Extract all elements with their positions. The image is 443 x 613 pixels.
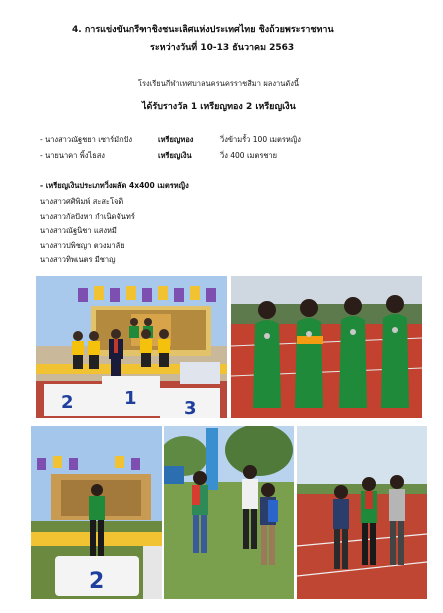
photo-track-group-image bbox=[297, 426, 427, 599]
photo-coach-podium-image bbox=[31, 426, 162, 599]
relay-member: นางสาวณัฐนิชา แสงหมี bbox=[40, 226, 117, 235]
relay-member: นางสาวศศิพิมพ์ สะสะโจดิ bbox=[40, 197, 124, 206]
athlete-name: - นายนาคา พิ้งไธสง bbox=[40, 151, 105, 160]
relay-member-list bbox=[40, 195, 135, 268]
photo-relay-team-image bbox=[231, 276, 422, 418]
event-name: วิ่งข้ามรั้ว 100 เมตรหญิง bbox=[220, 135, 301, 144]
medal-type: เหรียญทอง bbox=[158, 135, 194, 144]
heading-line-1: 4. การแข่งขันกรีฑาชิงชนะเลิศแห่งประเทศไทย ชิงถ้วยพระราชทาน bbox=[72, 25, 334, 35]
event-name: วิ่ง 400 เมตรชาย bbox=[220, 151, 278, 160]
relay-member: นางสาวทิพเนตร มีชาญ bbox=[40, 255, 116, 264]
photo-coach-athletes-image bbox=[164, 426, 294, 599]
relay-member: นางสาวปพิชญา ตวงมาลัย bbox=[40, 240, 125, 250]
photo-coach-podium bbox=[31, 426, 162, 599]
award-summary: ได้รับรางวัล 1 เหรียญทอง 2 เหรียญเงิน bbox=[142, 102, 296, 112]
relay-heading: - เหรียญเงินประเภทวิ่งผลัด 4x400 เมตรหญิง bbox=[40, 181, 189, 190]
heading-line-2: ระหว่างวันที่ 10-13 ธันวาคม 2563 bbox=[150, 43, 295, 53]
athlete-name: - นางสาวณัฐชยา เซาร์มักปัง bbox=[40, 135, 133, 144]
podium-number: 2 bbox=[89, 569, 105, 594]
venue-line: โรงเรียนกีฬาเทศบาลนครนครราชสีมา ผลงานดังนี้ bbox=[138, 79, 299, 88]
relay-member: นางสาวกัลปังหา กำเนิดจันทร์ bbox=[40, 211, 135, 221]
photo-track-group bbox=[297, 426, 427, 599]
photo-relay-team bbox=[231, 276, 422, 418]
podium-number: 1 bbox=[124, 388, 137, 409]
flag-row-icon bbox=[78, 286, 216, 302]
medal-type: เหรียญเงิน bbox=[158, 151, 192, 160]
podium-number: 3 bbox=[184, 398, 197, 418]
photo-award-ceremony-image bbox=[36, 276, 227, 418]
photo-coach-athletes bbox=[164, 426, 294, 599]
photo-award-ceremony bbox=[36, 276, 227, 418]
podium-number: 2 bbox=[61, 392, 74, 413]
